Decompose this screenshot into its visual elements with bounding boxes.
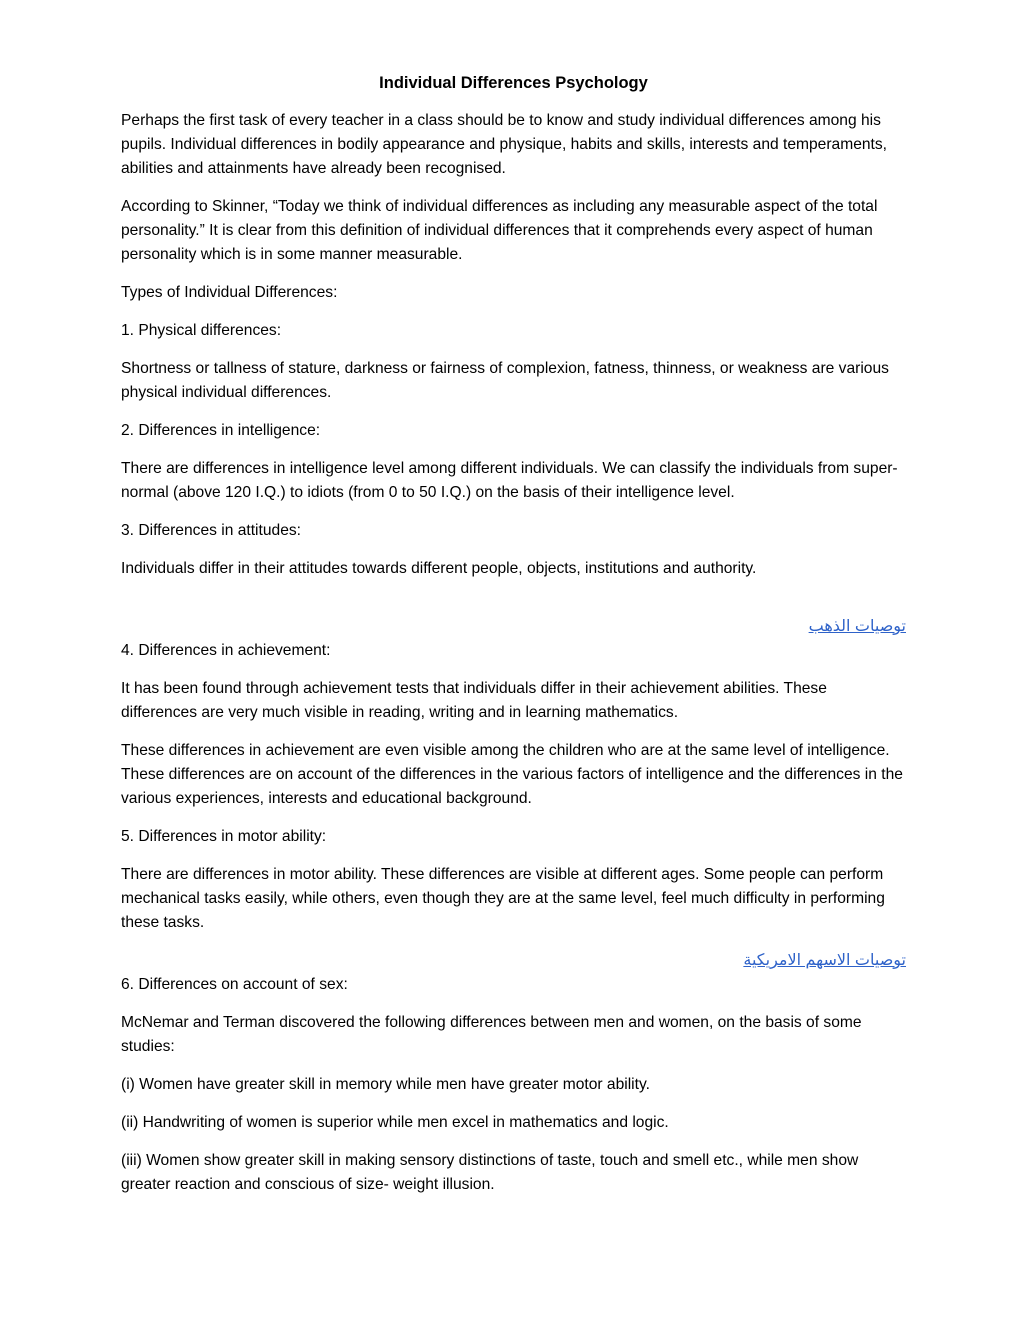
document-body <box>121 71 906 1211</box>
section-4-heading: 4. Differences in achievement: <box>121 642 331 659</box>
section-5-heading: 5. Differences in motor ability: <box>121 828 327 845</box>
section-6-item-3: (iii) Women show greater skill in making sensory distinctions of taste, touch and smell etc., while men show greater reaction and conscious of size- weight illusion. <box>121 1152 859 1193</box>
section-1-heading: 1. Physical differences: <box>121 322 282 339</box>
section-6-heading: 6. Differences on account of sex: <box>121 976 348 993</box>
gold-recommendations-link[interactable]: توصيات الذهب <box>808 618 906 635</box>
types-heading: Types of Individual Differences: <box>121 284 338 301</box>
section-4-body-1: It has been found through achievement tests that individuals differ in their achievement abilities. These differences are very much visible in reading, writing and in learning mathematics. <box>121 680 827 721</box>
section-5-body: There are differences in motor ability. These differences are visible at different ages. Some people can perform mechanical tasks easily, while others, even though they are at the same level, feel much difficulty in performing these tasks. <box>121 866 885 931</box>
section-6-item-2: (ii) Handwriting of women is superior while men excel in mathematics and logic. <box>121 1114 669 1131</box>
section-1-body: Shortness or tallness of stature, darkness or fairness of complexion, fatness, thinness, or weakness are various physical individual differences. <box>121 360 889 401</box>
section-3-heading: 3. Differences in attitudes: <box>121 522 302 539</box>
intro-paragraph-2: According to Skinner, “Today we think of individual differences as including any measurable aspect of the total personality.” It is clear from this definition of individual differences that it comprehends every aspect of human personality which is in some manner measurable. <box>121 198 878 263</box>
intro-paragraph-1: Perhaps the first task of every teacher in a class should be to know and study individual differences among his pupils. Individual differences in bodily appearance and physique, habits and skills, interests and temperaments, abilities and attainments have already been recognised. <box>121 112 887 177</box>
section-4-body-2: These differences in achievement are even visible among the children who are at the same level of intelligence. These differences are on account of the differences in the various factors of intelligence and the differences in the various experiences, interests and educational background. <box>121 742 903 807</box>
page-title: Individual Differences Psychology <box>379 74 648 92</box>
spacer <box>121 595 906 615</box>
section-2-heading: 2. Differences in intelligence: <box>121 422 321 439</box>
section-6-item-1: (i) Women have greater skill in memory while men have greater motor ability. <box>121 1076 650 1093</box>
section-2-body: There are differences in intelligence level among different individuals. We can classify the individuals from super-normal (above 120 I.Q.) to idiots (from 0 to 50 I.Q.) on the basis of their intelligence level. <box>121 460 898 501</box>
us-stocks-recommendations-link[interactable]: توصيات الاسهم الامريكية <box>743 952 906 969</box>
section-3-body: Individuals differ in their attitudes towards different people, objects, institutions and authority. <box>121 560 757 577</box>
section-6-body: McNemar and Terman discovered the following differences between men and women, on the basis of some studies: <box>121 1014 862 1055</box>
